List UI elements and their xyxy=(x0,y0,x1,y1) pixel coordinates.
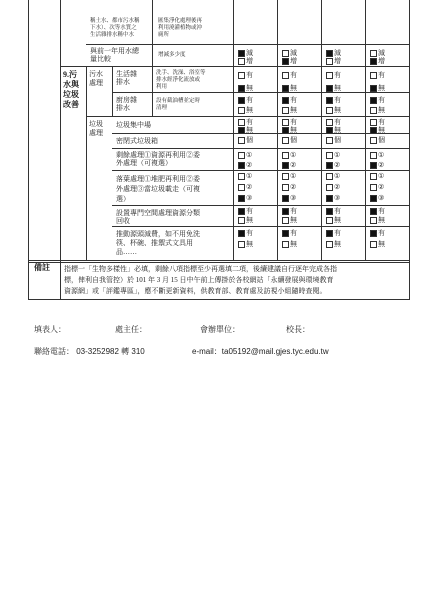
option-label: 有 xyxy=(290,118,297,127)
checkbox-icon[interactable] xyxy=(282,50,289,57)
checkbox-icon[interactable] xyxy=(282,97,289,104)
option-r2-col4-2[interactable] xyxy=(370,58,385,65)
checkbox-icon[interactable] xyxy=(282,195,289,202)
option-r9-col3-2[interactable] xyxy=(326,217,341,224)
option-label: 無 xyxy=(290,106,297,115)
option-label: ① xyxy=(246,172,253,181)
checkbox-icon[interactable] xyxy=(326,230,333,237)
checkbox-icon[interactable] xyxy=(238,195,245,202)
checkbox-icon[interactable] xyxy=(282,127,289,134)
checkbox-icon[interactable] xyxy=(370,152,377,159)
option-label: 無 xyxy=(290,126,297,135)
accounting-field: 會辦單位： xyxy=(200,325,240,334)
r7-item: 剩餘處理①資源再利用②委 外處理（可複選） xyxy=(116,151,200,167)
option-r7-col1-1[interactable] xyxy=(238,152,252,159)
option-r10-col3-2[interactable] xyxy=(326,241,341,248)
option-r2-col1-2[interactable] xyxy=(238,58,253,65)
option-label: ① xyxy=(334,151,341,160)
checkbox-icon[interactable] xyxy=(238,72,245,79)
supervisor-field: 處主任： xyxy=(115,325,147,334)
option-r8-col4-2[interactable] xyxy=(370,184,384,191)
remarks-text: 指標一「生物多樣性」必填，剩餘八項指標至少再選填二項，後續建議自行逐年完成各指 標，俾利自我管控）於 101 年 3 月 15 日中午前上傳掛於各校網站「永續發展與環境教育 資源網」或「評鑑專區」，應不斷更新資料，供教育部、教育處及訪視小組隨時查閱。 xyxy=(64,265,337,295)
option-label: 有 xyxy=(290,207,297,216)
checkbox-icon[interactable] xyxy=(238,58,245,65)
checkbox-icon[interactable] xyxy=(370,195,377,202)
option-label: 增 xyxy=(334,57,341,66)
checkbox-icon[interactable] xyxy=(282,217,289,224)
checkbox-icon[interactable] xyxy=(326,107,333,114)
option-label: ③ xyxy=(334,194,341,203)
option-label: 無 xyxy=(246,126,253,135)
r3-item: 生活雜 排水 xyxy=(116,70,137,86)
option-label: 無 xyxy=(246,216,253,225)
filler-field: 填表人： xyxy=(34,325,66,334)
checkbox-icon[interactable] xyxy=(370,184,377,191)
option-r6-col2-1[interactable] xyxy=(282,137,297,144)
option-label: 無 xyxy=(378,216,385,225)
checkbox-icon[interactable] xyxy=(326,50,333,57)
option-label: ③ xyxy=(378,194,385,203)
checkbox-icon[interactable] xyxy=(370,173,377,180)
option-label: 無 xyxy=(290,240,297,249)
sub-wastewater: 污水處理 xyxy=(89,70,103,87)
option-r7-col2-1[interactable] xyxy=(282,152,296,159)
option-r7-col2-2[interactable] xyxy=(282,162,296,169)
checkbox-icon[interactable] xyxy=(370,72,377,79)
option-r9-col4-2[interactable] xyxy=(370,217,385,224)
option-r10-col2-2[interactable] xyxy=(282,241,297,248)
checkbox-icon[interactable] xyxy=(238,230,245,237)
checkbox-icon[interactable] xyxy=(326,162,333,169)
option-r8-col3-2[interactable] xyxy=(326,184,340,191)
checkbox-icon[interactable] xyxy=(238,107,245,114)
option-label: 增 xyxy=(378,57,385,66)
option-r7-col1-2[interactable] xyxy=(238,162,252,169)
option-label: ① xyxy=(246,151,253,160)
r10-item: 推動源頭減費，如不用免洗 筷、杯碗、推禦式文具用 品…… xyxy=(116,230,200,256)
option-label: 減 xyxy=(334,49,341,58)
r2-item: 與前一年用水總 量比較 xyxy=(90,47,139,63)
option-r9-col1-1[interactable] xyxy=(238,208,253,215)
option-r3-col3-1[interactable] xyxy=(326,72,341,79)
contact-email: e-mail：ta05192@mail.gjes.tyc.edu.tw xyxy=(192,347,329,356)
option-r4-col4-2[interactable] xyxy=(370,107,385,114)
option-r10-col1-2[interactable] xyxy=(238,241,253,248)
option-label: 有 xyxy=(378,118,385,127)
checkbox-icon[interactable] xyxy=(238,208,245,215)
checkbox-icon[interactable] xyxy=(282,72,289,79)
option-r4-col1-1[interactable] xyxy=(238,97,253,104)
checkbox-icon[interactable] xyxy=(326,137,333,144)
option-r8-col2-2[interactable] xyxy=(282,184,296,191)
r2-desc: 增減多少度 xyxy=(158,52,186,58)
option-r10-col4-1[interactable] xyxy=(370,230,385,237)
option-r3-col4-1[interactable] xyxy=(370,72,385,79)
option-r8-col1-3[interactable] xyxy=(238,195,252,202)
option-label: 有 xyxy=(334,207,341,216)
option-label: 有 xyxy=(246,96,253,105)
option-r8-col2-1[interactable] xyxy=(282,173,296,180)
option-r4-col4-1[interactable] xyxy=(370,97,385,104)
checkbox-icon[interactable] xyxy=(238,152,245,159)
option-label: ② xyxy=(378,183,385,192)
option-label: 無 xyxy=(378,106,385,115)
principal-field: 校長： xyxy=(286,325,310,334)
option-label: ② xyxy=(334,183,341,192)
option-r9-col4-1[interactable] xyxy=(370,208,385,215)
option-r6-col4-1[interactable] xyxy=(370,137,385,144)
option-label: 減 xyxy=(290,49,297,58)
option-r5-col4-2[interactable] xyxy=(370,127,385,134)
option-r7-col3-2[interactable] xyxy=(326,162,340,169)
option-label: 減 xyxy=(378,49,385,58)
option-r4-col1-2[interactable] xyxy=(238,107,253,114)
option-r3-col4-2[interactable] xyxy=(370,85,385,92)
option-label: ③ xyxy=(246,194,253,203)
option-label: 無 xyxy=(378,126,385,135)
option-label: 有 xyxy=(378,71,385,80)
option-r6-col1-1[interactable] xyxy=(238,137,253,144)
checkbox-icon[interactable] xyxy=(282,152,289,159)
option-label: 無 xyxy=(378,84,385,93)
checkbox-icon[interactable] xyxy=(326,58,333,65)
option-r7-col4-1[interactable] xyxy=(370,152,384,159)
checkbox-icon[interactable] xyxy=(370,241,377,248)
option-r4-col2-1[interactable] xyxy=(282,97,297,104)
checkbox-icon[interactable] xyxy=(282,162,289,169)
option-label: ② xyxy=(290,183,297,192)
option-label: ② xyxy=(334,161,341,170)
option-r3-col1-2[interactable] xyxy=(238,85,253,92)
r3-desc: 洗手、洗澡、浴室等 排水經淨化流放或 利用 xyxy=(156,70,206,90)
option-label: 無 xyxy=(334,126,341,135)
option-label: 無 xyxy=(334,216,341,225)
option-r8-col1-2[interactable] xyxy=(238,184,252,191)
option-r3-col3-2[interactable] xyxy=(326,85,341,92)
option-r9-col2-1[interactable] xyxy=(282,208,297,215)
option-r5-col3-2[interactable] xyxy=(326,127,341,134)
option-r2-col3-2[interactable] xyxy=(326,58,341,65)
option-r10-col1-1[interactable] xyxy=(238,230,253,237)
option-label: 無 xyxy=(246,240,253,249)
checkbox-icon[interactable] xyxy=(238,127,245,134)
option-r8-col4-3[interactable] xyxy=(370,195,384,202)
option-label: 增 xyxy=(246,57,253,66)
option-label: 有 xyxy=(334,118,341,127)
checkbox-icon[interactable] xyxy=(370,58,377,65)
checkbox-icon[interactable] xyxy=(238,85,245,92)
option-label: 個 xyxy=(334,136,341,145)
option-label: ① xyxy=(334,172,341,181)
option-r10-col4-2[interactable] xyxy=(370,241,385,248)
option-r3-col2-2[interactable] xyxy=(282,85,297,92)
option-label: ① xyxy=(378,172,385,181)
checkbox-icon[interactable] xyxy=(282,85,289,92)
checkbox-icon[interactable] xyxy=(238,173,245,180)
option-label: ② xyxy=(378,161,385,170)
checkbox-icon[interactable] xyxy=(326,119,333,126)
checkbox-icon[interactable] xyxy=(282,241,289,248)
option-label: 無 xyxy=(334,84,341,93)
option-label: 有 xyxy=(290,71,297,80)
checkbox-icon[interactable] xyxy=(238,184,245,191)
option-r4-col3-1[interactable] xyxy=(326,97,341,104)
option-label: ② xyxy=(290,161,297,170)
option-r9-col2-2[interactable] xyxy=(282,217,297,224)
r4-item: 廚房雜 排水 xyxy=(116,96,137,112)
r1-desc: 匯集淨化處理後再 利用澆灌植物或沖 廁所 xyxy=(158,18,203,38)
option-label: 有 xyxy=(246,229,253,238)
checkbox-icon[interactable] xyxy=(282,208,289,215)
checkbox-icon[interactable] xyxy=(326,241,333,248)
checkbox-icon[interactable] xyxy=(326,85,333,92)
checkbox-icon[interactable] xyxy=(370,208,377,215)
option-r9-col1-2[interactable] xyxy=(238,217,253,224)
checkbox-icon[interactable] xyxy=(370,137,377,144)
checkbox-icon[interactable] xyxy=(370,162,377,169)
checkbox-icon[interactable] xyxy=(238,119,245,126)
option-label: 有 xyxy=(290,96,297,105)
option-r8-col4-1[interactable] xyxy=(370,173,384,180)
checkbox-icon[interactable] xyxy=(370,85,377,92)
option-r8-col3-1[interactable] xyxy=(326,173,340,180)
checkbox-icon[interactable] xyxy=(370,230,377,237)
option-r6-col3-1[interactable] xyxy=(326,137,341,144)
checkbox-icon[interactable] xyxy=(370,217,377,224)
option-r4-col3-2[interactable] xyxy=(326,107,341,114)
checkbox-icon[interactable] xyxy=(326,195,333,202)
option-label: 無 xyxy=(290,216,297,225)
checkbox-icon[interactable] xyxy=(282,137,289,144)
option-label: ② xyxy=(246,183,253,192)
option-label: 個 xyxy=(290,136,297,145)
option-r7-col4-2[interactable] xyxy=(370,162,384,169)
checkbox-icon[interactable] xyxy=(370,50,377,57)
checkbox-icon[interactable] xyxy=(238,241,245,248)
option-label: 無 xyxy=(334,106,341,115)
option-label: 有 xyxy=(246,118,253,127)
sub-garbage: 垃圾處理 xyxy=(89,120,103,137)
option-label: 有 xyxy=(378,229,385,238)
checkbox-icon[interactable] xyxy=(238,162,245,169)
checkbox-icon[interactable] xyxy=(282,107,289,114)
option-label: 有 xyxy=(334,71,341,80)
contact-phone: 聯絡電話： 03-3252982 轉 310 xyxy=(34,347,145,356)
option-r8-col1-1[interactable] xyxy=(238,173,252,180)
option-label: ① xyxy=(378,151,385,160)
checkbox-icon[interactable] xyxy=(326,208,333,215)
checkbox-icon[interactable] xyxy=(326,217,333,224)
option-r2-col2-2[interactable] xyxy=(282,58,297,65)
option-label: 有 xyxy=(378,96,385,105)
option-label: 個 xyxy=(246,136,253,145)
option-label: ① xyxy=(290,151,297,160)
option-r3-col1-1[interactable] xyxy=(238,72,253,79)
checkbox-icon[interactable] xyxy=(326,152,333,159)
option-r7-col3-1[interactable] xyxy=(326,152,340,159)
option-r4-col2-2[interactable] xyxy=(282,107,297,114)
option-r5-col1-2[interactable] xyxy=(238,127,253,134)
option-label: ③ xyxy=(290,194,297,203)
option-r8-col2-3[interactable] xyxy=(282,195,296,202)
checkbox-icon[interactable] xyxy=(282,119,289,126)
option-label: 有 xyxy=(290,229,297,238)
option-label: 有 xyxy=(378,207,385,216)
option-r5-col2-2[interactable] xyxy=(282,127,297,134)
option-label: 減 xyxy=(246,49,253,58)
checkbox-icon[interactable] xyxy=(282,184,289,191)
option-r8-col3-3[interactable] xyxy=(326,195,340,202)
option-label: 有 xyxy=(334,96,341,105)
option-label: 有 xyxy=(334,229,341,238)
checkbox-icon[interactable] xyxy=(370,119,377,126)
checkbox-icon[interactable] xyxy=(326,173,333,180)
option-label: ① xyxy=(290,172,297,181)
checkbox-icon[interactable] xyxy=(370,97,377,104)
r1-item: 稱土水、都市污水稱 下水）、次等水質之 生活雜排水稱中水 xyxy=(90,18,140,38)
option-label: ② xyxy=(246,161,253,170)
option-r10-col3-1[interactable] xyxy=(326,230,341,237)
option-label: 個 xyxy=(378,136,385,145)
category-9: 9.污 水與 垃圾 改善 xyxy=(63,70,79,109)
option-r10-col2-1[interactable] xyxy=(282,230,297,237)
checkbox-icon[interactable] xyxy=(238,97,245,104)
r9-item: 設置專門空間處理資源分類 回收 xyxy=(116,209,200,225)
checkbox-icon[interactable] xyxy=(326,72,333,79)
r5-item: 垃圾集中場 xyxy=(116,121,151,129)
checkbox-icon[interactable] xyxy=(282,58,289,65)
checkbox-icon[interactable] xyxy=(326,184,333,191)
checkbox-icon[interactable] xyxy=(326,97,333,104)
checkbox-icon[interactable] xyxy=(282,230,289,237)
checkbox-icon[interactable] xyxy=(326,127,333,134)
option-label: 無 xyxy=(334,240,341,249)
remarks-label: 備註 xyxy=(34,263,50,272)
r4-desc: 設有截油槽並定時 清理 xyxy=(156,98,201,111)
option-r3-col2-1[interactable] xyxy=(282,72,297,79)
checkbox-icon[interactable] xyxy=(370,127,377,134)
option-label: 增 xyxy=(290,57,297,66)
r6-item: 密閉式垃圾箱 xyxy=(116,137,158,145)
checkbox-icon[interactable] xyxy=(238,217,245,224)
option-label: 無 xyxy=(378,240,385,249)
checkbox-icon[interactable] xyxy=(370,107,377,114)
checkbox-icon[interactable] xyxy=(238,50,245,57)
option-label: 無 xyxy=(246,106,253,115)
option-r9-col3-1[interactable] xyxy=(326,208,341,215)
r8-item: 落葉處理①堆肥再利用②委 外處理③當垃圾載走（可複 選） xyxy=(116,175,200,203)
option-label: 有 xyxy=(246,207,253,216)
checkbox-icon[interactable] xyxy=(282,173,289,180)
option-label: 無 xyxy=(246,84,253,93)
option-label: 有 xyxy=(246,71,253,80)
option-label: 無 xyxy=(290,84,297,93)
checkbox-icon[interactable] xyxy=(238,137,245,144)
